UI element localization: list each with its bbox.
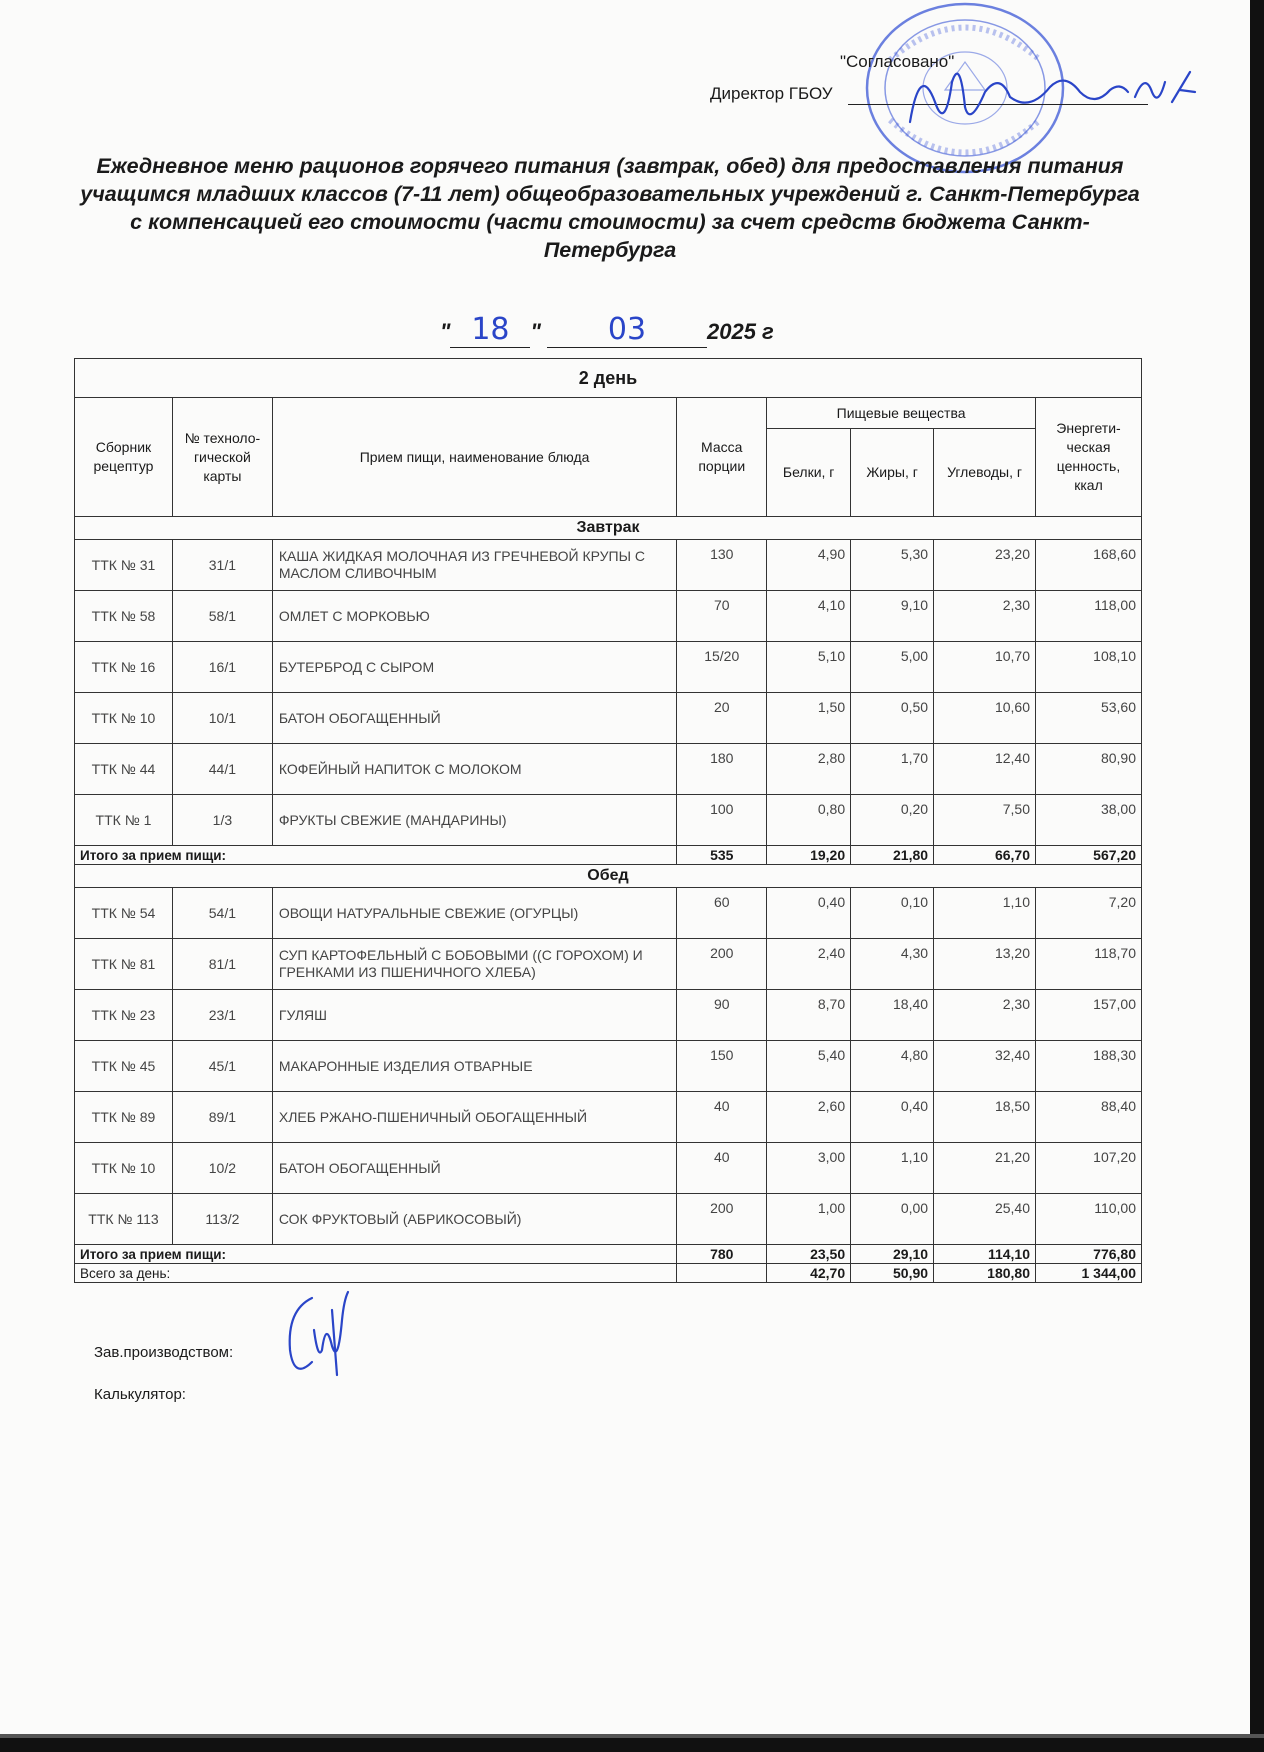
collection-cell: ТТК № 113 [75,1194,173,1245]
carbs-cell: 32,40 [934,1041,1036,1092]
header-collection: Сборник рецептур [75,398,173,517]
breakfast-row [75,540,1142,591]
header-carbs: Углеводы, г [934,429,1036,517]
carbs-cell: 2,30 [934,591,1036,642]
breakfast-row [75,642,1142,693]
header-nutrients: Пищевые вещества [767,398,1036,429]
breakfast-row [75,744,1142,795]
document-date [440,312,774,348]
mass-cell: 200 [677,1194,767,1245]
production-head-label: Зав.производством: [94,1344,234,1361]
tech-card-cell: 16/1 [172,642,272,693]
header-tech-card: № техноло-гической карты [172,398,272,517]
date-day: 18 [450,312,530,348]
lunch-row [75,1092,1142,1143]
kcal-cell: 53,60 [1036,693,1142,744]
production-head-signature-icon [282,1280,362,1390]
tech-card-cell: 31/1 [172,540,272,591]
mass-cell: 200 [677,939,767,990]
fat-cell: 0,20 [851,795,934,846]
header-dish: Прием пищи, наименование блюда [272,398,676,517]
menu-table [74,358,1142,1283]
date-year: 2025 г [707,319,774,344]
fat-cell: 0,00 [851,1194,934,1245]
carbs-cell: 1,10 [934,888,1036,939]
scan-edge-right [1250,0,1264,1752]
director-signature-icon [890,52,1210,142]
fat-cell: 0,10 [851,888,934,939]
day-total-fat: 50,90 [851,1264,934,1283]
header-energy: Энергети-ческая ценность, ккал [1036,398,1142,517]
lunch-total-mass: 780 [677,1245,767,1264]
collection-cell: ТТК № 89 [75,1092,173,1143]
kcal-cell: 188,30 [1036,1041,1142,1092]
dish-name-cell: БАТОН ОБОГАЩЕННЫЙ [272,1143,676,1194]
tech-card-cell: 23/1 [172,990,272,1041]
collection-cell: ТТК № 10 [75,1143,173,1194]
breakfast-total-kcal: 567,20 [1036,846,1142,865]
collection-cell: ТТК № 54 [75,888,173,939]
director-label: Директор ГБОУ [710,84,833,103]
lunch-rows [75,888,1142,1245]
breakfast-total-fat: 21,80 [851,846,934,865]
dish-name-cell: ОМЛЕТ С МОРКОВЬЮ [272,591,676,642]
collection-cell: ТТК № 81 [75,939,173,990]
fat-cell: 0,40 [851,1092,934,1143]
mass-cell: 15/20 [677,642,767,693]
breakfast-row [75,693,1142,744]
collection-cell: ТТК № 23 [75,990,173,1041]
kcal-cell: 80,90 [1036,744,1142,795]
carbs-cell: 2,30 [934,990,1036,1041]
mass-cell: 40 [677,1092,767,1143]
kcal-cell: 88,40 [1036,1092,1142,1143]
protein-cell: 5,10 [767,642,851,693]
dish-name-cell: ХЛЕБ РЖАНО-ПШЕНИЧНЫЙ ОБОГАЩЕННЫЙ [272,1092,676,1143]
fat-cell: 4,30 [851,939,934,990]
header-fat: Жиры, г [851,429,934,517]
header-protein: Белки, г [767,429,851,517]
kcal-cell: 38,00 [1036,795,1142,846]
date-quote-open: " [440,319,451,344]
day-total-carbs: 180,80 [934,1264,1036,1283]
protein-cell: 1,00 [767,1194,851,1245]
section-breakfast: Завтрак [75,517,1142,540]
breakfast-row [75,591,1142,642]
mass-cell: 130 [677,540,767,591]
dish-name-cell: БУТЕРБРОД С СЫРОМ [272,642,676,693]
day-total-protein: 42,70 [767,1264,851,1283]
section-lunch: Обед [75,865,1142,888]
protein-cell: 1,50 [767,693,851,744]
carbs-cell: 18,50 [934,1092,1036,1143]
protein-cell: 0,40 [767,888,851,939]
tech-card-cell: 113/2 [172,1194,272,1245]
fat-cell: 18,40 [851,990,934,1041]
protein-cell: 2,60 [767,1092,851,1143]
fat-cell: 1,70 [851,744,934,795]
tech-card-cell: 1/3 [172,795,272,846]
tech-card-cell: 44/1 [172,744,272,795]
lunch-row [75,1041,1142,1092]
lunch-total-kcal: 776,80 [1036,1245,1142,1264]
dish-name-cell: БАТОН ОБОГАЩЕННЫЙ [272,693,676,744]
tech-card-cell: 10/2 [172,1143,272,1194]
kcal-cell: 7,20 [1036,888,1142,939]
kcal-cell: 118,00 [1036,591,1142,642]
collection-cell: ТТК № 45 [75,1041,173,1092]
carbs-cell: 12,40 [934,744,1036,795]
mass-cell: 180 [677,744,767,795]
carbs-cell: 21,20 [934,1143,1036,1194]
header-mass: Масса порции [677,398,767,517]
fat-cell: 1,10 [851,1143,934,1194]
carbs-cell: 10,70 [934,642,1036,693]
collection-cell: ТТК № 44 [75,744,173,795]
dish-name-cell: ФРУКТЫ СВЕЖИЕ (МАНДАРИНЫ) [272,795,676,846]
kcal-cell: 108,10 [1036,642,1142,693]
kcal-cell: 168,60 [1036,540,1142,591]
mass-cell: 90 [677,990,767,1041]
lunch-row [75,888,1142,939]
breakfast-total-label: Итого за прием пищи: [75,846,677,865]
fat-cell: 4,80 [851,1041,934,1092]
kcal-cell: 107,20 [1036,1143,1142,1194]
protein-cell: 4,90 [767,540,851,591]
carbs-cell: 13,20 [934,939,1036,990]
protein-cell: 8,70 [767,990,851,1041]
collection-cell: ТТК № 10 [75,693,173,744]
dish-name-cell: ОВОЩИ НАТУРАЛЬНЫЕ СВЕЖИЕ (ОГУРЦЫ) [272,888,676,939]
day-total-kcal: 1 344,00 [1036,1264,1142,1283]
day-label: 2 день [75,359,1142,398]
tech-card-cell: 54/1 [172,888,272,939]
breakfast-total-carbs: 66,70 [934,846,1036,865]
scan-edge-bottom [0,1738,1264,1752]
lunch-total-carbs: 114,10 [934,1245,1036,1264]
fat-cell: 5,00 [851,642,934,693]
fat-cell: 9,10 [851,591,934,642]
tech-card-cell: 10/1 [172,693,272,744]
protein-cell: 5,40 [767,1041,851,1092]
carbs-cell: 7,50 [934,795,1036,846]
mass-cell: 100 [677,795,767,846]
collection-cell: ТТК № 31 [75,540,173,591]
protein-cell: 4,10 [767,591,851,642]
mass-cell: 20 [677,693,767,744]
kcal-cell: 118,70 [1036,939,1142,990]
tech-card-cell: 45/1 [172,1041,272,1092]
day-total-label: Всего за день: [75,1264,677,1283]
approval-label: "Согласовано" [840,52,955,71]
lunch-row [75,990,1142,1041]
carbs-cell: 25,40 [934,1194,1036,1245]
mass-cell: 40 [677,1143,767,1194]
mass-cell: 70 [677,591,767,642]
kcal-cell: 157,00 [1036,990,1142,1041]
mass-cell: 60 [677,888,767,939]
protein-cell: 2,40 [767,939,851,990]
breakfast-rows [75,540,1142,846]
dish-name-cell: КАША ЖИДКАЯ МОЛОЧНАЯ ИЗ ГРЕЧНЕВОЙ КРУПЫ С МАСЛОМ СЛИВОЧНЫМ [272,540,676,591]
lunch-row [75,1143,1142,1194]
protein-cell: 0,80 [767,795,851,846]
fat-cell: 0,50 [851,693,934,744]
date-quote-close: " [530,319,541,344]
lunch-total-protein: 23,50 [767,1245,851,1264]
dish-name-cell: ГУЛЯШ [272,990,676,1041]
lunch-total-label: Итого за прием пищи: [75,1245,677,1264]
carbs-cell: 23,20 [934,540,1036,591]
protein-cell: 2,80 [767,744,851,795]
carbs-cell: 10,60 [934,693,1036,744]
fat-cell: 5,30 [851,540,934,591]
dish-name-cell: СУП КАРТОФЕЛЬНЫЙ С БОБОВЫМИ ((С ГОРОХОМ) И ГРЕНКАМИ ИЗ ПШЕНИЧНОГО ХЛЕБА) [272,939,676,990]
mass-cell: 150 [677,1041,767,1092]
tech-card-cell: 89/1 [172,1092,272,1143]
document-title: Ежедневное меню рационов горячего питания (завтрак, обед) для предоставления питания учащимся младших классов (7-11 лет) общеобразовательных учреждений г. Санкт-Петербурга с компенсацией его стоимости (части стоимости) за счет средств бюджета Санкт-Петербурга [80,154,1140,262]
kcal-cell: 110,00 [1036,1194,1142,1245]
collection-cell: ТТК № 1 [75,795,173,846]
protein-cell: 3,00 [767,1143,851,1194]
date-month: 03 [547,312,707,348]
lunch-row [75,939,1142,990]
day-total-mass [677,1264,767,1283]
dish-name-cell: МАКАРОННЫЕ ИЗДЕЛИЯ ОТВАРНЫЕ [272,1041,676,1092]
breakfast-row [75,795,1142,846]
collection-cell: ТТК № 58 [75,591,173,642]
dish-name-cell: КОФЕЙНЫЙ НАПИТОК С МОЛОКОМ [272,744,676,795]
breakfast-total-mass: 535 [677,846,767,865]
tech-card-cell: 81/1 [172,939,272,990]
collection-cell: ТТК № 16 [75,642,173,693]
dish-name-cell: СОК ФРУКТОВЫЙ (АБРИКОСОВЫЙ) [272,1194,676,1245]
lunch-row [75,1194,1142,1245]
calculator-label: Калькулятор: [94,1386,186,1403]
breakfast-total-protein: 19,20 [767,846,851,865]
tech-card-cell: 58/1 [172,591,272,642]
lunch-total-fat: 29,10 [851,1245,934,1264]
